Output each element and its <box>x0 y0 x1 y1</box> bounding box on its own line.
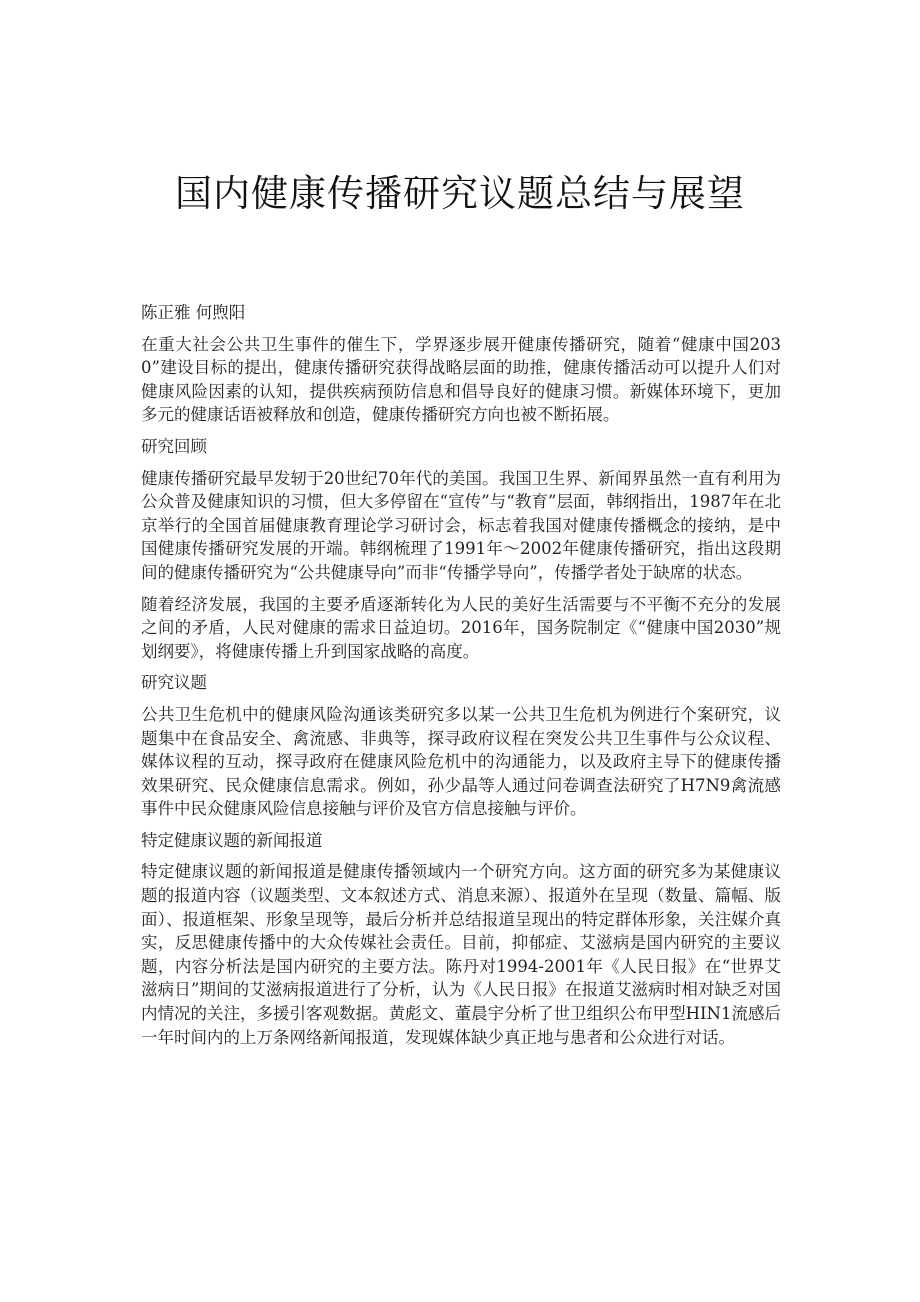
section-heading: 特定健康议题的新闻报道 <box>141 830 323 850</box>
section-heading: 研究议题 <box>141 673 207 693</box>
section-paragraph: 公共卫生危机中的健康风险沟通该类研究多以某一公共卫生危机为例进行个案研究，议题集中在食品安全、禽流感、非典等，探寻政府议程在突发公共卫生事件与公众议程、媒体议程的互动，探寻政府在健康风险危机中的沟通能力，以及政府主导下的健康传播效果研究、民众健康信息需求。例如，孙少晶等人通过问卷调查法研究了H7N9禽流感事件中民众健康风险信息接触与评价及官方信息接触与评价。 <box>141 704 781 819</box>
document-body <box>141 301 781 1057</box>
section-paragraph: 特定健康议题的新闻报道是健康传播领域内一个研究方向。这方面的研究多为某健康议题的报道内容（议题类型、文本叙述方式、消息来源）、报道外在呈现（数量、篇幅、版面）、报道框架、形象呈现等，最后分析并总结报道呈现出的特定群体形象，关注媒介真实，反思健康传播中的大众传媒社会责任。目前，抑郁症、艾滋病是国内研究的主要议题，内容分析法是国内研究的主要方法。陈丹对1994-2001年《人民日报》在“世界艾滋病日”期间的艾滋病报道进行了分析，认为《人民日报》在报道艾滋病时相对缺乏对国内情况的关注，多援引客观数据。黄彪文、董晨宇分析了世卫组织公布甲型HIN1流感后一年时间内的上万条网络新闻报道，发现媒体缺少真正地与患者和公众进行对话。 <box>141 862 781 1047</box>
authors-line: 陈正雅 何煦阳 <box>141 303 246 322</box>
document-title: 国内健康传播研究议题总结与展望 <box>175 172 745 215</box>
section-paragraph: 随着经济发展，我国的主要矛盾逐渐转化为人民的美好生活需要与不平衡不充分的发展之间的矛盾，人民对健康的需求日益迫切。2016年，国务院制定《“健康中国2030”规划纲要》，将健康传播上升到国家战略的高度。 <box>141 594 781 661</box>
intro-paragraph: 在重大社会公共卫生事件的催生下，学界逐步展开健康传播研究，随着“健康中国2030”建设目标的提出，健康传播研究获得战略层面的助推，健康传播活动可以提升人们对健康风险因素的认知，提供疾病预防信息和倡导良好的健康习惯。新媒体环境下，更加多元的健康话语被释放和创造，健康传播研究方向也被不断拓展。 <box>141 334 781 425</box>
section-heading: 研究回顾 <box>141 436 207 456</box>
section-paragraph: 健康传播研究最早发轫于20世纪70年代的美国。我国卫生界、新闻界虽然一直有利用为公众普及健康知识的习惯，但大多停留在“宣传”与“教育”层面，韩纲指出，1987年在北京举行的全国首届健康教育理论学习研讨会，标志着我国对健康传播概念的接纳，是中国健康传播研究发展的开端。韩纲梳理了1991年～2002年健康传播研究，指出这段期间的健康传播研究为“公共健康导向”而非“传播学导向”，传播学者处于缺席的状态。 <box>141 468 781 582</box>
